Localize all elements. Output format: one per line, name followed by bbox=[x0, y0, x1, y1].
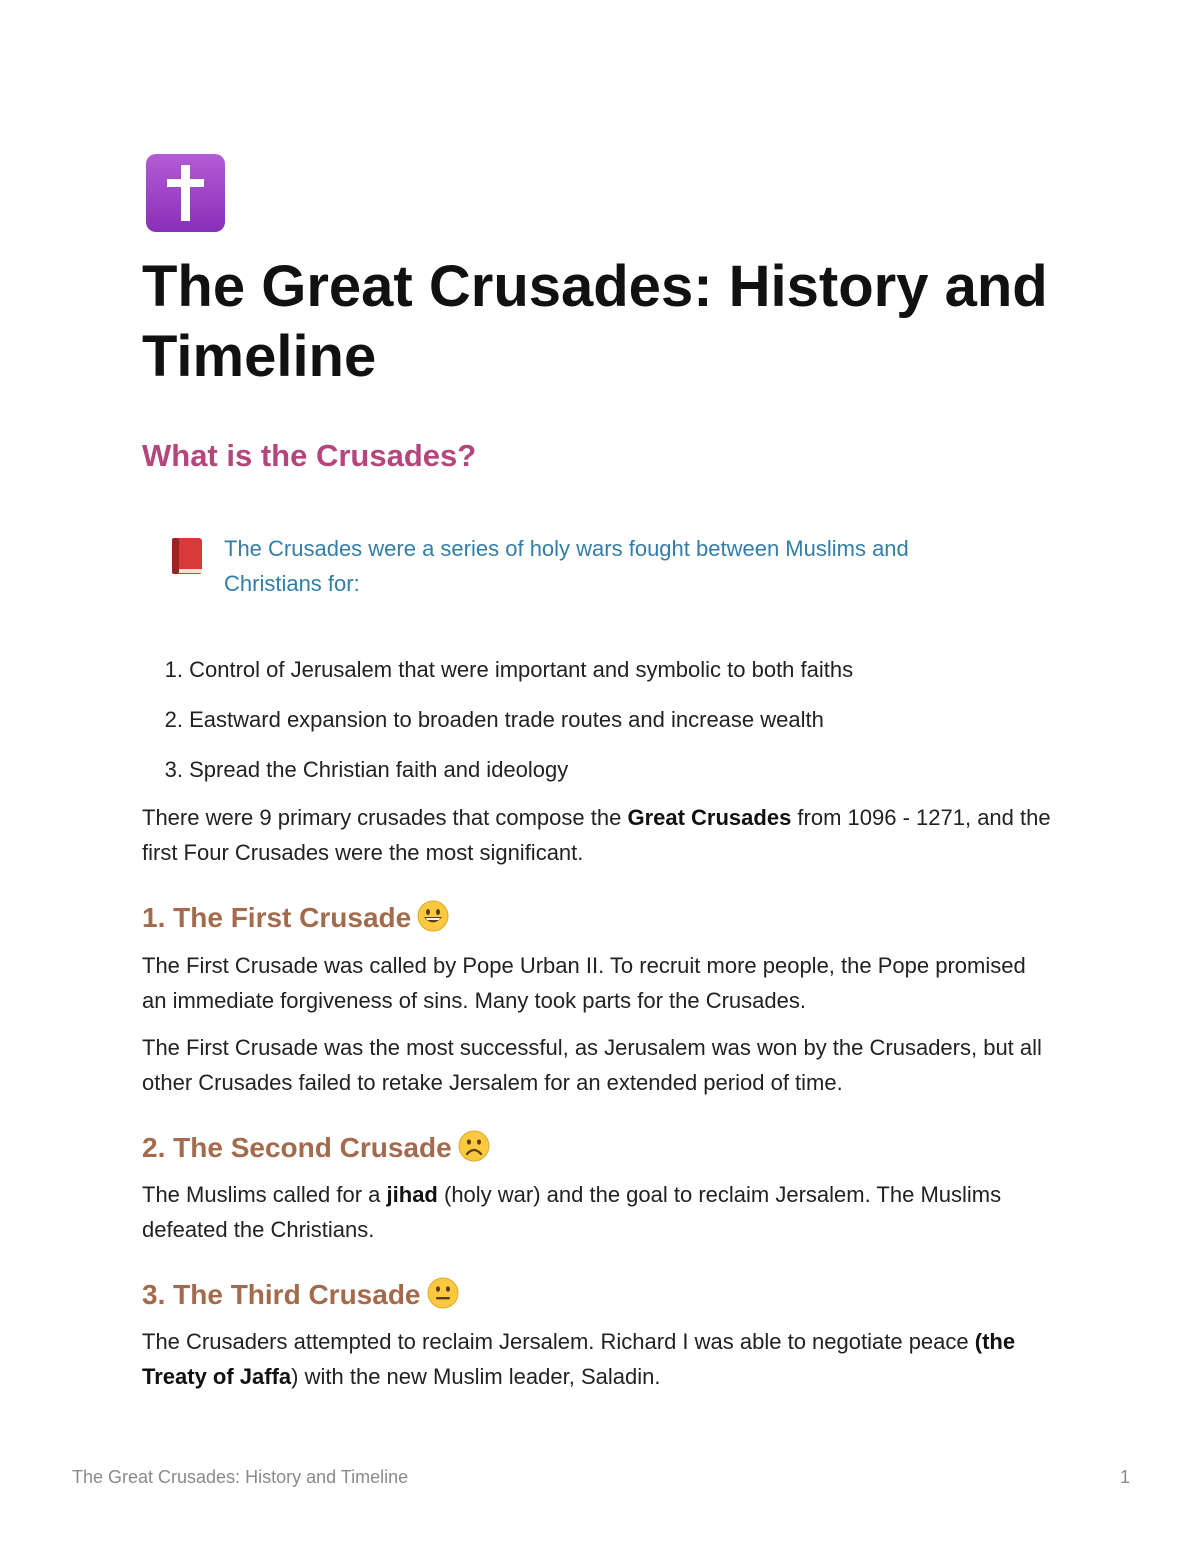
callout-text: The Crusades were a series of holy wars fought between Muslims and Christians for: bbox=[224, 536, 909, 596]
latin-cross-icon bbox=[145, 153, 226, 233]
footer-title: The Great Crusades: History and Timeline bbox=[72, 1467, 409, 1487]
footer-page-number: 1 bbox=[1120, 1467, 1131, 1487]
grinning-face-icon bbox=[417, 900, 449, 932]
treaty-open-paren-bold: ( bbox=[974, 1329, 983, 1354]
page-title: The Great Crusades: History and Timeline bbox=[142, 254, 1048, 389]
great-crusades-bold: Great Crusades bbox=[627, 805, 792, 830]
frowning-face-icon bbox=[458, 1130, 490, 1162]
list-item-text: Spread the Christian faith and ideology bbox=[189, 757, 569, 782]
list-item bbox=[142, 652, 853, 702]
intro-paragraph: There were 9 primary crusades that compose the Great Crusades from 1096 - 1271, and the first Four Crusades were the most significant. bbox=[142, 805, 1051, 865]
second-crusade-paragraph: The Muslims called for a jihad (holy war) and the goal to reclaim Jersalem. The Muslims defeated the Christians. bbox=[142, 1182, 1002, 1242]
list-number: 3. bbox=[164, 757, 183, 782]
list-item bbox=[142, 702, 853, 752]
first-crusade-heading: 1. The First Crusade bbox=[142, 900, 449, 936]
list-item-text: Control of Jerusalem that were important and symbolic to both faiths bbox=[189, 657, 854, 682]
list-number: 1. bbox=[164, 657, 183, 682]
first-crusade-paragraph-2: The First Crusade was the most successful, as Jerusalem was won by the Crusaders, but all other Crusades failed to retake Jersalem for an extended period of time. bbox=[142, 1035, 1042, 1095]
third-crusade-paragraph: The Crusaders attempted to reclaim Jersalem. Richard I was able to negotiate peace (the Treaty of Jaffa) with the new Muslim leader, Saladin. bbox=[142, 1329, 1016, 1389]
treaty-of-jaffa-bold: the Treaty of Jaffa bbox=[142, 1329, 1016, 1389]
section-heading: What is the Crusades? bbox=[142, 438, 477, 473]
red-book-icon bbox=[168, 536, 204, 576]
list-item-text: Eastward expansion to broaden trade routes and increase wealth bbox=[189, 707, 824, 732]
list-number: 2. bbox=[164, 707, 183, 732]
second-crusade-heading: 2. The Second Crusade bbox=[142, 1130, 490, 1166]
neutral-face-icon bbox=[427, 1277, 459, 1309]
list-item bbox=[142, 752, 853, 802]
first-crusade-paragraph-1: The First Crusade was called by Pope Urban II. To recruit more people, the Pope promised an immediate forgiveness of sins. Many took parts for the Crusades. bbox=[142, 953, 1026, 1013]
third-crusade-heading: 3. The Third Crusade bbox=[142, 1277, 459, 1313]
reasons-list bbox=[142, 652, 853, 802]
jihad-bold: jihad bbox=[386, 1182, 438, 1207]
